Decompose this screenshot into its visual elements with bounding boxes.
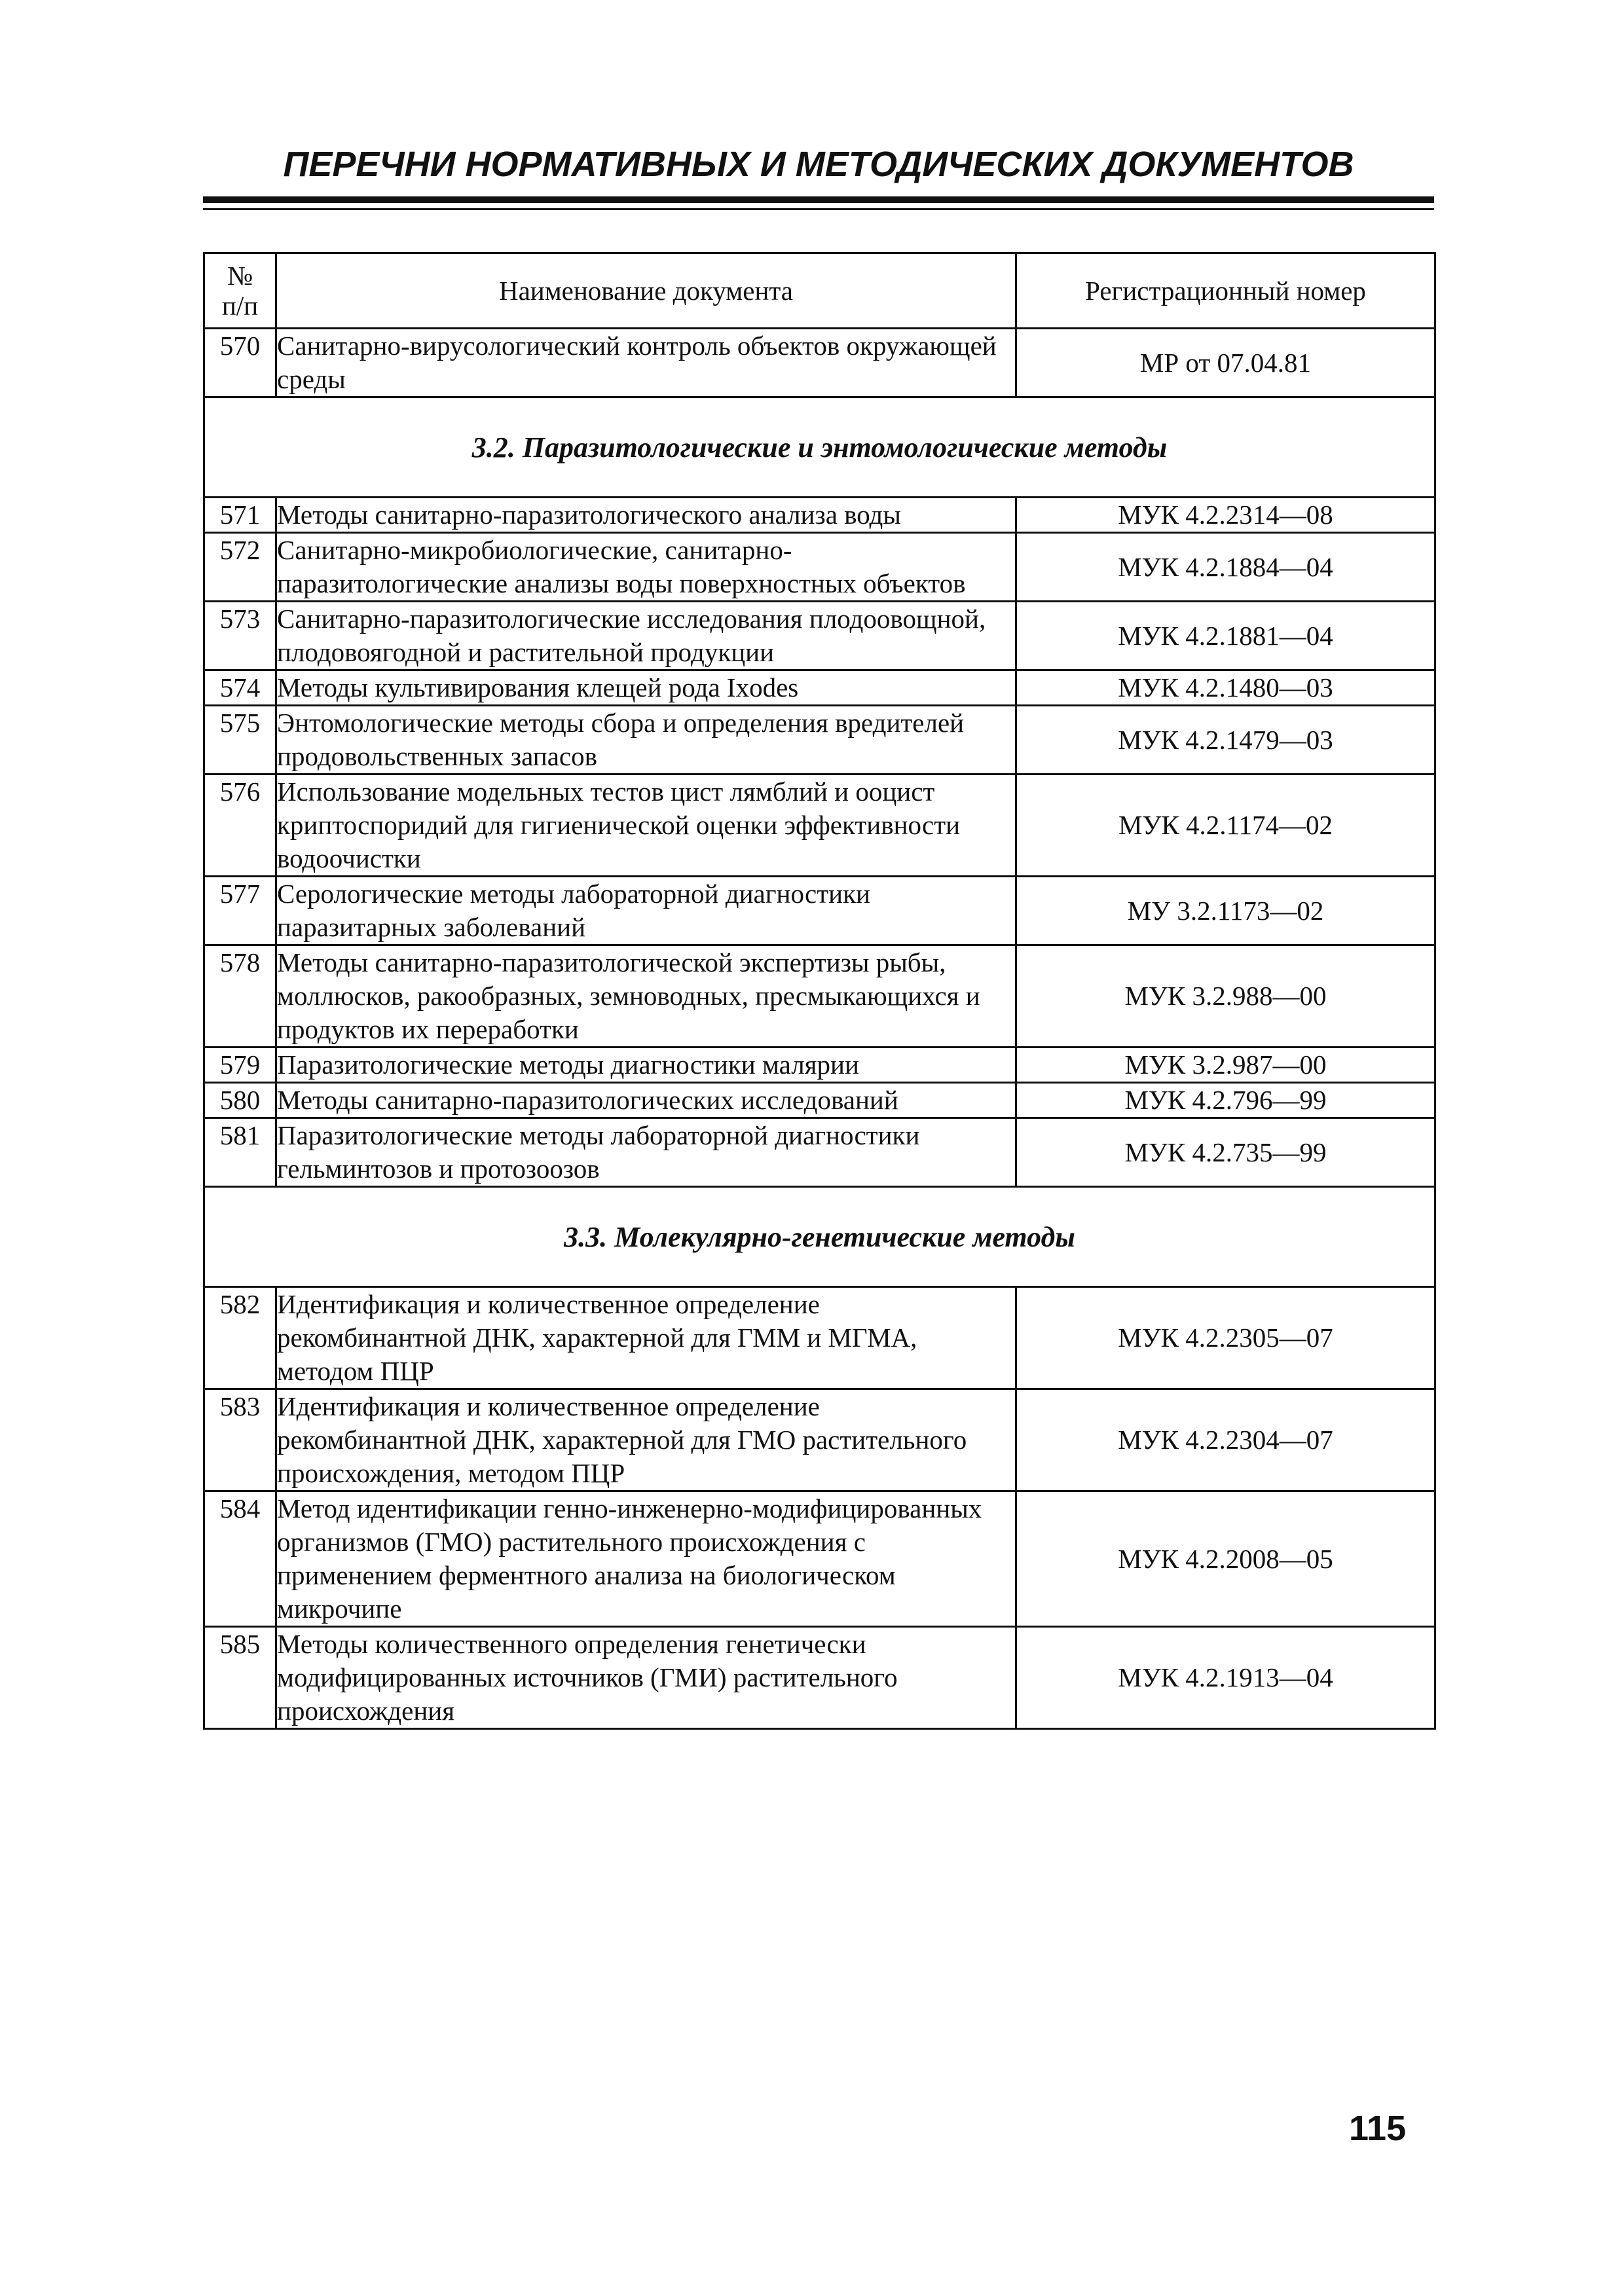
row-number: 574 <box>204 670 276 706</box>
row-document-name: Идентификация и количественное определение рекомбинантной ДНК, характерной для ГМО растительного происхождения, методом ПЦР <box>276 1389 1016 1491</box>
row-number: 570 <box>204 329 276 397</box>
header-rule-thin <box>203 208 1434 210</box>
row-number: 579 <box>204 1048 276 1083</box>
row-number: 584 <box>204 1491 276 1627</box>
row-document-name: Энтомологические методы сбора и определения вредителей продовольственных запасов <box>276 706 1016 774</box>
header-rule-thick <box>203 196 1434 203</box>
documents-table <box>203 252 1436 1730</box>
row-reg-number: МУК 4.2.2304—07 <box>1016 1389 1435 1491</box>
table-row <box>204 945 1435 1048</box>
table-header-row <box>204 253 1435 329</box>
row-reg-number: МР от 07.04.81 <box>1016 329 1435 397</box>
page-number: 115 <box>1349 2109 1407 2148</box>
column-header-number-abbr: п/п <box>221 291 259 321</box>
table-row <box>204 670 1435 706</box>
row-number: 585 <box>204 1627 276 1729</box>
section-heading-3-2: 3.2. Паразитологические и энтомологические методы <box>204 397 1435 498</box>
column-header-number-sign: № <box>227 261 253 291</box>
row-document-name: Паразитологические методы лабораторной диагностики гельминтозов и протозоозов <box>276 1118 1016 1187</box>
row-document-name: Методы культивирования клещей рода Ixodes <box>276 670 1016 706</box>
column-header-name: Наименование документа <box>276 253 1016 329</box>
row-reg-number: МУК 4.2.1913—04 <box>1016 1627 1435 1729</box>
row-number: 578 <box>204 945 276 1048</box>
row-reg-number: МУК 4.2.2008—05 <box>1016 1491 1435 1627</box>
table-row <box>204 1048 1435 1083</box>
row-document-name: Методы санитарно-паразитологической экспертизы рыбы, моллюсков, ракообразных, земноводных, пресмыкающихся и продуктов их переработки <box>276 945 1016 1048</box>
row-document-name: Методы санитарно-паразитологического анализа воды <box>276 498 1016 533</box>
table-row <box>204 706 1435 774</box>
section-heading-3-3: 3.3. Молекулярно-генетические методы <box>204 1187 1435 1287</box>
row-reg-number: МУК 4.2.1881—04 <box>1016 602 1435 670</box>
row-reg-number: МУК 4.2.1480—03 <box>1016 670 1435 706</box>
row-document-name: Использование модельных тестов цист лямблий и ооцист криптоспоридий для гигиенической оценки эффективности водоочистки <box>276 774 1016 877</box>
table-row <box>204 1491 1435 1627</box>
row-number: 571 <box>204 498 276 533</box>
row-reg-number: МУК 3.2.987—00 <box>1016 1048 1435 1083</box>
row-number: 576 <box>204 774 276 877</box>
row-reg-number: МУК 4.2.1884—04 <box>1016 533 1435 602</box>
row-reg-number: МУК 4.2.796—99 <box>1016 1083 1435 1118</box>
row-document-name: Санитарно-вирусологический контроль объектов окружающей среды <box>276 329 1016 397</box>
row-reg-number: МУК 3.2.988—00 <box>1016 945 1435 1048</box>
row-document-name: Идентификация и количественное определение рекомбинантной ДНК, характерной для ГММ и МГМА, методом ПЦР <box>276 1287 1016 1389</box>
table-row <box>204 1083 1435 1118</box>
row-document-name: Серологические методы лабораторной диагностики паразитарных заболеваний <box>276 877 1016 945</box>
row-document-name: Санитарно-микробиологические, санитарно-паразитологические анализы воды поверхностных объектов <box>276 533 1016 602</box>
row-number: 582 <box>204 1287 276 1389</box>
row-number: 583 <box>204 1389 276 1491</box>
table-row <box>204 1627 1435 1729</box>
row-reg-number: МУК 4.2.2314—08 <box>1016 498 1435 533</box>
table-row <box>204 602 1435 670</box>
row-reg-number: МУК 4.2.2305—07 <box>1016 1287 1435 1389</box>
row-document-name: Методы количественного определения генетически модифицированных источников (ГМИ) растительного происхождения <box>276 1627 1016 1729</box>
table-row <box>204 774 1435 877</box>
page-header-title: ПЕРЕЧНИ НОРМАТИВНЫХ И МЕТОДИЧЕСКИХ ДОКУМЕНТОВ <box>283 145 1354 184</box>
section-row <box>204 1187 1435 1287</box>
row-number: 572 <box>204 533 276 602</box>
column-header-reg: Регистрационный номер <box>1016 253 1435 329</box>
table-row <box>204 877 1435 945</box>
table-row <box>204 1118 1435 1187</box>
column-header-number <box>204 253 276 329</box>
row-document-name: Санитарно-паразитологические исследования плодоовощной, плодовоягодной и растительной продукции <box>276 602 1016 670</box>
row-reg-number: МУК 4.2.1479—03 <box>1016 706 1435 774</box>
row-document-name: Метод идентификации генно-инженерно-модифицированных организмов (ГМО) растительного происхождения с применением ферментного анализа на биологическом микрочипе <box>276 1491 1016 1627</box>
row-reg-number: МУК 4.2.735—99 <box>1016 1118 1435 1187</box>
row-number: 580 <box>204 1083 276 1118</box>
table-row <box>204 329 1435 397</box>
row-number: 577 <box>204 877 276 945</box>
table-row <box>204 1287 1435 1389</box>
table-row <box>204 1389 1435 1491</box>
row-number: 573 <box>204 602 276 670</box>
row-number: 581 <box>204 1118 276 1187</box>
row-document-name: Методы санитарно-паразитологических исследований <box>276 1083 1016 1118</box>
table-row <box>204 533 1435 602</box>
row-number: 575 <box>204 706 276 774</box>
table-row <box>204 498 1435 533</box>
section-row <box>204 397 1435 498</box>
row-reg-number: МУК 4.2.1174—02 <box>1016 774 1435 877</box>
row-document-name: Паразитологические методы диагностики малярии <box>276 1048 1016 1083</box>
row-reg-number: МУ 3.2.1173—02 <box>1016 877 1435 945</box>
